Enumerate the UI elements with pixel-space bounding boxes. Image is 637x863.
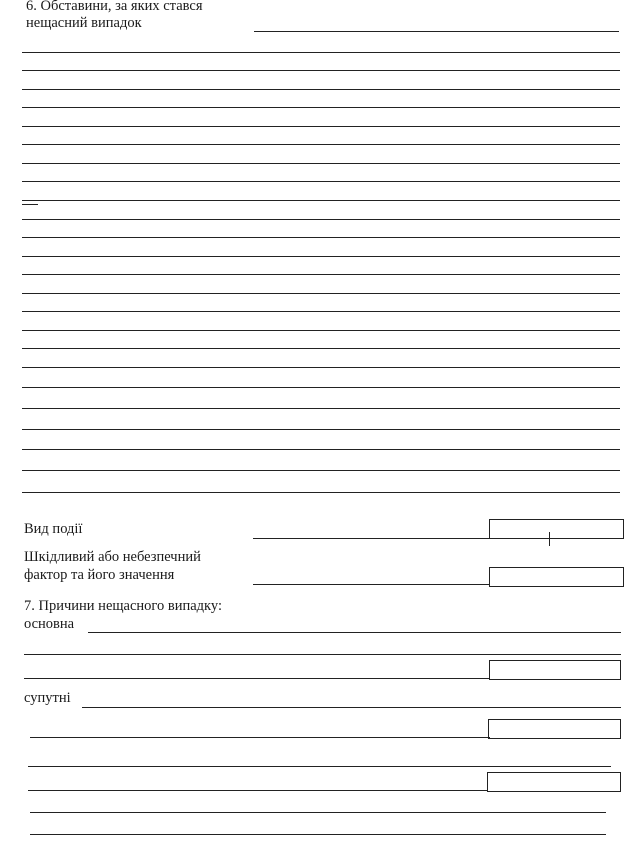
concomitant-cause-line[interactable] [30,812,606,813]
circumstances-line[interactable] [22,492,620,493]
circumstances-line[interactable] [22,219,620,220]
circumstances-line[interactable] [22,163,620,164]
concomitant-cause-line[interactable] [30,834,606,835]
circumstances-line[interactable] [22,107,620,108]
hazard-factor-label: Шкідливий або небезпечний [24,549,201,565]
circumstances-line[interactable] [22,237,620,238]
circumstances-line[interactable] [22,293,620,294]
circumstances-line[interactable] [22,52,620,53]
hazard-factor-label-continued: фактор та його значення [24,567,175,583]
concomitant-cause-line[interactable] [28,790,488,791]
concomitant-causes-label: супутні [24,690,71,706]
concomitant-cause-line[interactable] [30,737,490,738]
circumstances-line[interactable] [22,144,620,145]
circumstances-line[interactable] [22,348,620,349]
circumstances-line[interactable] [22,126,620,127]
circumstances-first-line[interactable] [254,31,619,32]
concomitant-cause-code-box-1[interactable] [488,719,621,739]
event-kind-label: Вид події [24,521,83,537]
circumstances-line[interactable] [22,429,620,430]
main-cause-line[interactable] [88,632,621,633]
concomitant-cause-line[interactable] [28,766,611,767]
section-6-title: 6. Обставини, за яких стався [26,0,203,14]
circumstances-line[interactable] [22,70,620,71]
circumstances-line[interactable] [22,181,620,182]
stray-mark [22,204,38,205]
main-cause-line[interactable] [24,654,621,655]
main-cause-line[interactable] [24,678,490,679]
section-6-title-continued: нещасний випадок [26,15,142,31]
event-kind-code-box[interactable] [489,519,624,539]
circumstances-line[interactable] [22,387,620,388]
circumstances-line[interactable] [22,408,620,409]
circumstances-line[interactable] [22,89,620,90]
hazard-factor-line[interactable] [253,584,490,585]
concomitant-cause-code-box-2[interactable] [487,772,621,792]
circumstances-line[interactable] [22,274,620,275]
section-7-title: 7. Причини нещасного випадку: [24,598,222,614]
hazard-factor-code-box[interactable] [489,567,624,587]
circumstances-line[interactable] [22,449,620,450]
main-cause-code-box[interactable] [489,660,621,680]
event-kind-line[interactable] [253,538,490,539]
circumstances-line[interactable] [22,367,620,368]
concomitant-cause-line[interactable] [82,707,621,708]
circumstances-line[interactable] [22,311,620,312]
circumstances-line[interactable] [22,200,620,201]
stray-mark [549,532,550,546]
circumstances-line[interactable] [22,330,620,331]
main-cause-label: основна [24,616,75,632]
circumstances-line[interactable] [22,470,620,471]
circumstances-line[interactable] [22,256,620,257]
